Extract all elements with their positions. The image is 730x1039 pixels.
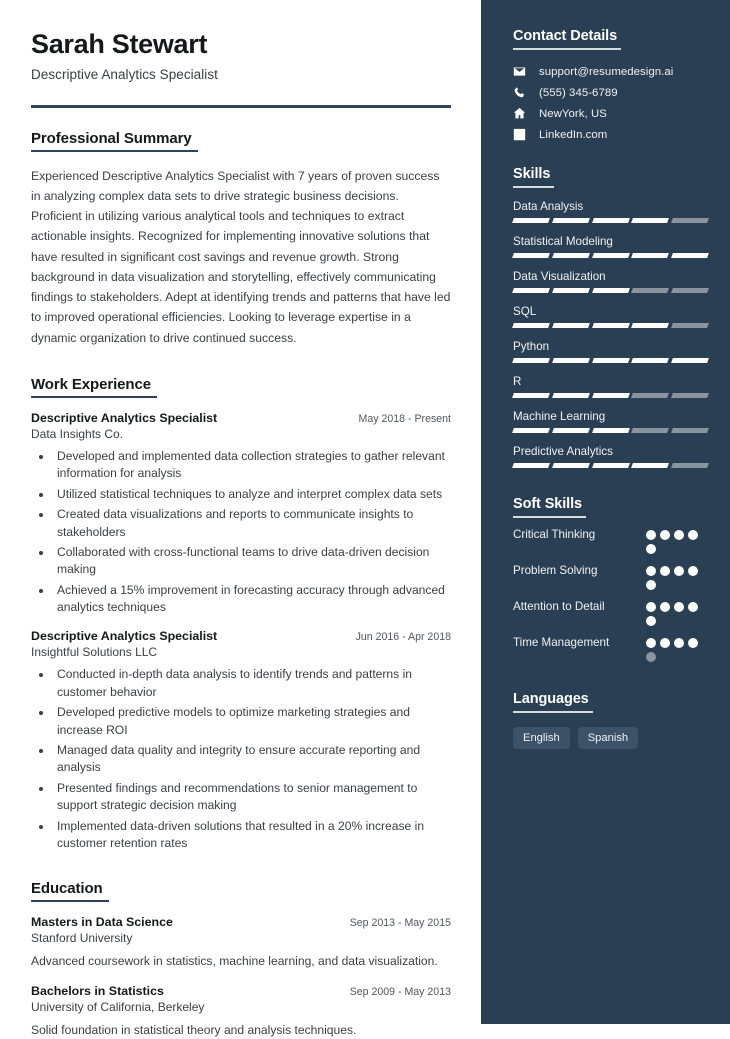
skill-bar-segment — [631, 218, 669, 223]
work-bullet: • Managed data quality and integrity to ensure accurate reporting and analysis — [53, 742, 451, 776]
skill-bar-segment — [552, 288, 590, 293]
skill-bar-segment — [552, 253, 590, 258]
contact-item-email[interactable] — [513, 65, 708, 78]
skills-section — [513, 165, 708, 468]
work-bullet-list — [31, 448, 451, 617]
soft-skill-dot — [646, 602, 656, 612]
education-school: University of California, Berkeley — [31, 999, 205, 1014]
skill-item — [513, 410, 708, 433]
envelope-icon — [513, 65, 530, 78]
soft-skills-section — [513, 495, 708, 662]
skill-label: Python — [513, 340, 550, 353]
soft-skill-dot — [688, 602, 698, 612]
soft-skill-dot — [646, 544, 656, 554]
soft-skill-dot — [688, 638, 698, 648]
soft-skill-label: Problem Solving — [513, 564, 598, 577]
work-entry — [31, 629, 451, 852]
soft-skill-item — [513, 599, 708, 626]
work-role: Descriptive Analytics Specialist — [31, 629, 218, 644]
skill-bar-segment — [592, 428, 630, 433]
soft-skill-dot — [646, 638, 656, 648]
skill-bar-segment — [631, 428, 669, 433]
skill-bar-segment — [512, 428, 550, 433]
languages-heading: Languages — [513, 691, 593, 713]
skill-rating-bar — [513, 358, 708, 363]
education-school: Stanford University — [31, 931, 133, 946]
skill-bar-segment — [512, 288, 550, 293]
skill-rating-bar — [513, 428, 708, 433]
summary-text: Experienced Descriptive Analytics Specialist with 7 years of proven success in analyzing complex data sets to drive strategic business decisions. Proficient in utilizing various analytical tools and techniques to extract actionable insights. Recognized for implementing innovative solutions that have resulted in significant cost savings and revenue growth. Strong background in data visualization and storytelling, effectively communicating findings to stakeholders. Adept at identifying trends and patterns that have led to improved operational efficiencies. Looking to leverage expertise in a dynamic organization to drive continued success. — [31, 168, 451, 345]
skill-rating-bar — [513, 253, 708, 258]
work-dates: May 2018 - Present — [358, 412, 451, 425]
contact-heading: Contact Details — [513, 28, 621, 50]
work-role: Descriptive Analytics Specialist — [31, 410, 218, 425]
skill-item — [513, 445, 708, 468]
language-tag[interactable]: Spanish — [578, 727, 638, 749]
soft-skills-list — [513, 527, 708, 662]
education-section — [31, 880, 451, 1039]
work-bullet: • Implemented data-driven solutions that resulted in a 20% increase in customer retention rates — [53, 818, 451, 852]
skill-bar-segment — [592, 218, 630, 223]
education-description: Advanced coursework in statistics, machine learning, and data visualization. — [31, 954, 438, 969]
professional-summary-section — [31, 130, 451, 348]
skill-rating-bar — [513, 393, 708, 398]
contact-item-location[interactable] — [513, 107, 708, 120]
skill-item — [513, 375, 708, 398]
skills-heading: Skills — [513, 166, 554, 188]
skill-bar-segment — [631, 288, 669, 293]
header-divider — [31, 105, 451, 108]
skill-label: Machine Learning — [513, 410, 606, 423]
language-tag[interactable]: English — [513, 727, 570, 749]
work-entry — [31, 411, 451, 617]
skill-label: Predictive Analytics — [513, 445, 613, 458]
languages-section — [513, 690, 708, 749]
skill-bar-segment — [512, 358, 550, 363]
phone-icon — [513, 86, 530, 99]
skill-bar-segment — [512, 218, 550, 223]
work-heading: Work Experience — [31, 376, 157, 398]
education-heading: Education — [31, 880, 109, 902]
skill-bar-segment — [552, 218, 590, 223]
skills-list — [513, 200, 708, 468]
skill-bar-segment — [592, 393, 630, 398]
soft-skill-dot — [660, 638, 670, 648]
soft-skill-dot — [674, 638, 684, 648]
skill-bar-segment — [671, 323, 709, 328]
skill-bar-segment — [631, 253, 669, 258]
skill-bar-segment — [671, 358, 709, 363]
page-title: Sarah Stewart — [31, 29, 208, 59]
work-bullet: • Created data visualizations and reports to communicate insights to stakeholders — [53, 506, 451, 540]
soft-skill-dot — [660, 566, 670, 576]
work-bullet: • Developed and implemented data collection strategies to gather relevant information for analysis — [53, 448, 451, 482]
work-bullet: • Presented findings and recommendations to senior management to support strategic decision making — [53, 780, 451, 814]
skill-bar-segment — [631, 323, 669, 328]
work-bullet: • Collaborated with cross-functional teams to drive data-driven decision making — [53, 544, 451, 578]
skill-bar-segment — [671, 428, 709, 433]
soft-skill-dot — [646, 580, 656, 590]
skill-bar-segment — [631, 393, 669, 398]
contact-location-text: NewYork, US — [539, 107, 607, 120]
skill-item — [513, 305, 708, 328]
work-bullet: • Developed predictive models to optimize marketing strategies and increase ROI — [53, 704, 451, 738]
soft-skill-label: Critical Thinking — [513, 528, 596, 541]
soft-skill-dot — [674, 602, 684, 612]
contact-item-linkedin[interactable] — [513, 128, 708, 141]
soft-skill-item — [513, 635, 708, 662]
work-bullet: • Conducted in-depth data analysis to identify trends and patterns in customer behavior — [53, 666, 451, 700]
language-tag-list — [513, 727, 708, 749]
contact-item-phone[interactable] — [513, 86, 708, 99]
soft-skill-dot — [660, 530, 670, 540]
linkedin-icon — [513, 128, 530, 141]
soft-skill-item — [513, 563, 708, 590]
skill-bar-segment — [592, 288, 630, 293]
skill-label: Data Analysis — [513, 200, 584, 213]
soft-skill-rating-dots — [646, 527, 708, 554]
skill-bar-segment — [552, 463, 590, 468]
work-bullet: • Utilized statistical techniques to analyze and interpret complex data sets — [53, 486, 451, 503]
contact-phone-text: (555) 345-6789 — [539, 86, 618, 99]
soft-skill-label: Attention to Detail — [513, 600, 605, 613]
soft-skill-dot — [674, 566, 684, 576]
education-description: Solid foundation in statistical theory and analysis techniques. — [31, 1022, 357, 1037]
work-experience-section — [31, 376, 451, 852]
soft-skill-item — [513, 527, 708, 554]
work-organization: Data Insights Co. — [31, 426, 124, 441]
skill-bar-segment — [512, 393, 550, 398]
skill-label: Data Visualization — [513, 270, 606, 283]
soft-skill-dot — [646, 616, 656, 626]
contact-email-text: support@resumedesign.ai — [539, 65, 674, 78]
soft-skills-heading: Soft Skills — [513, 496, 586, 518]
education-dates: Sep 2009 - May 2013 — [349, 985, 451, 998]
education-entry — [31, 915, 451, 971]
soft-skill-dot — [646, 652, 656, 662]
contact-list — [513, 65, 708, 141]
work-dates: Jun 2016 - Apr 2018 — [355, 631, 451, 644]
skill-bar-segment — [592, 463, 630, 468]
summary-heading: Professional Summary — [31, 130, 198, 152]
skill-bar-segment — [631, 463, 669, 468]
skill-label: Statistical Modeling — [513, 235, 613, 248]
contact-linkedin-text: LinkedIn.com — [539, 128, 608, 141]
education-degree: Masters in Data Science — [31, 915, 173, 930]
soft-skill-rating-dots — [646, 563, 708, 590]
skill-item — [513, 235, 708, 258]
soft-skill-dot — [646, 530, 656, 540]
work-bullet: • Achieved a 15% improvement in forecasting accuracy through advanced analytics techniques — [53, 582, 451, 616]
skill-rating-bar — [513, 288, 708, 293]
soft-skill-dot — [646, 566, 656, 576]
skill-bar-segment — [592, 253, 630, 258]
soft-skill-dot — [674, 530, 684, 540]
soft-skill-rating-dots — [646, 635, 708, 662]
skill-item — [513, 200, 708, 223]
skill-bar-segment — [552, 358, 590, 363]
education-entry-header — [31, 915, 451, 929]
education-dates: Sep 2013 - May 2015 — [349, 917, 451, 930]
skill-label: R — [513, 375, 522, 388]
work-entry-header — [31, 411, 451, 425]
home-icon — [513, 107, 530, 120]
skill-rating-bar — [513, 463, 708, 468]
skill-bar-segment — [512, 463, 550, 468]
work-bullet-list — [31, 666, 451, 852]
skill-bar-segment — [512, 253, 550, 258]
contact-details-section — [513, 27, 708, 141]
skill-bar-segment — [552, 428, 590, 433]
skill-bar-segment — [592, 358, 630, 363]
work-organization: Insightful Solutions LLC — [31, 645, 158, 660]
soft-skill-dot — [688, 566, 698, 576]
soft-skill-dot — [660, 602, 670, 612]
work-entry-header — [31, 629, 451, 643]
skill-rating-bar — [513, 323, 708, 328]
soft-skill-dot — [688, 530, 698, 540]
skill-item — [513, 340, 708, 363]
skill-bar-segment — [552, 323, 590, 328]
skill-bar-segment — [512, 323, 550, 328]
skill-item — [513, 270, 708, 293]
skill-bar-segment — [592, 323, 630, 328]
skill-rating-bar — [513, 218, 708, 223]
skill-bar-segment — [671, 393, 709, 398]
header-job-title: Descriptive Analytics Specialist — [31, 66, 218, 82]
skill-label: SQL — [513, 305, 537, 318]
skill-bar-segment — [671, 253, 709, 258]
sidebar — [481, 0, 730, 1024]
skill-bar-segment — [671, 218, 709, 223]
skill-bar-segment — [671, 463, 709, 468]
education-degree: Bachelors in Statistics — [31, 983, 164, 998]
skill-bar-segment — [671, 288, 709, 293]
education-entry-header — [31, 984, 451, 998]
education-entry — [31, 984, 451, 1039]
soft-skill-label: Time Management — [513, 636, 610, 649]
skill-bar-segment — [552, 393, 590, 398]
soft-skill-rating-dots — [646, 599, 708, 626]
skill-bar-segment — [631, 358, 669, 363]
